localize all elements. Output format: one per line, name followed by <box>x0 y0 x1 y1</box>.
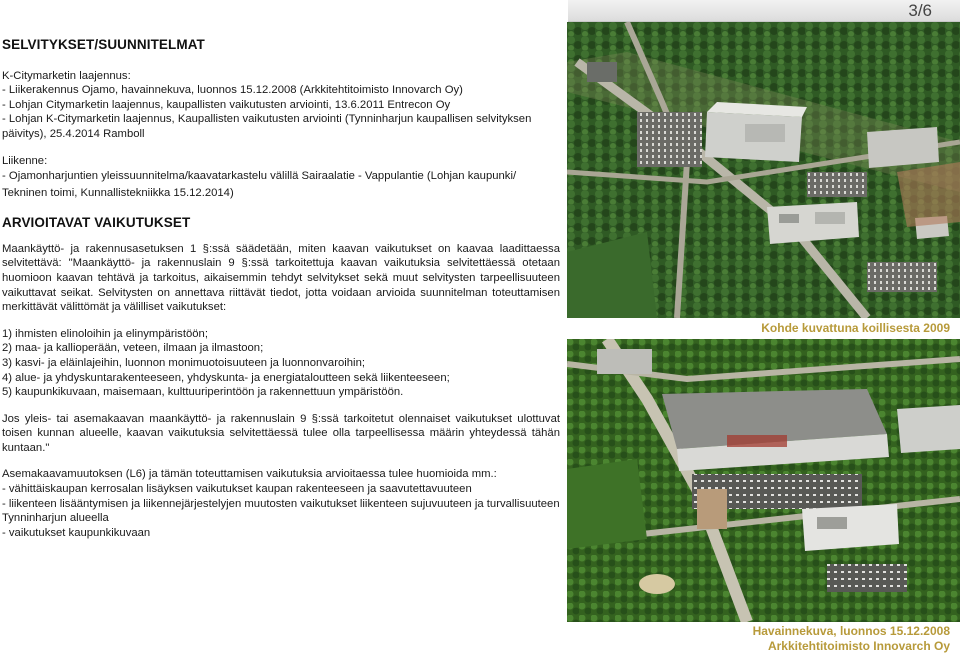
yleis-paragraph: Jos yleis- tai asemakaavan maankäyttö- ja rakennuslain 9 §:ssä tarkoitetut olennaiset vaikutukset ulottuvat toisen kunnan alueelle, kaavan vaikutuksia selvitettäessä tulee olla tarpeellisessa määrin yhteydessä tähän kuntaan." <box>2 412 560 454</box>
arvioitavat-heading: ARVIOITAVAT VAIKUTUKSET <box>2 215 191 231</box>
asemakaava-section <box>2 467 560 540</box>
page-number: 3/6 <box>568 0 960 22</box>
top-photo-caption: Kohde kuvattuna koillisesta 2009 <box>761 321 950 335</box>
effects-list <box>2 327 560 400</box>
kmarket-intro: K-Citymarketin laajennus: <box>2 69 131 82</box>
liikenne-intro: Liikenne: <box>2 154 48 167</box>
kmarket-line: - Liikerakennus Ojamo, havainnekuva, luonnos 15.12.2008 (Arkkitehtitoimisto Innovarch Oy) <box>2 84 463 97</box>
bottom-caption-line2: Arkkitehtitoimisto Innovarch Oy <box>767 638 950 653</box>
list-item: 5) kaupunkikuvaan, maisemaan, kulttuuriperintöön ja rakennettuun ympäristöön. <box>2 386 404 399</box>
list-item: 2) maa- ja kallioperään, veteen, ilmaan ja ilmastoon; <box>2 342 264 355</box>
aerial-photo <box>567 22 960 318</box>
bottom-caption-line1: Havainnekuva, luonnos 15.12.2008 <box>752 624 950 638</box>
intro-paragraph: Maankäyttö- ja rakennusasetuksen 1 §:ssä säädetään, miten kaavan vaikutukset on kaavaa laadittaessa selvitettävä: "Maankäyttö- ja rakennuslain 9 §:ssä tarkoitettuja kaavan vaikutuksia selvitettäessä otetaan huomioon kaavan tehtävä ja tarkoitus, aikaisemmin tehdyt selvitykset sekä muut selvitysten tarpeellisuuteen vaikuttavat seikat. Selvitysten on annettava riittävät tiedot, jotta voidaan arvioida suunnitelman toteuttamisen merkittävät välittömät ja välilliset vaikutukset: <box>2 242 560 314</box>
asemakaava-intro: Asemakaavamuutoksen (L6) ja tämän toteuttamisen vaikutuksia arvioitaessa tulee huomioida mm.: <box>2 468 497 481</box>
liikenne-section <box>2 154 560 203</box>
kmarket-section <box>2 69 560 142</box>
selvitykset-heading: SELVITYKSET/SUUNNITELMAT <box>2 37 205 52</box>
list-item: - liikenteen lisääntymisen ja liikennejärjestelyjen muutosten vaikutukset liikenteen sujuvuuteen ja turvallisuuteen Tynninharjun alueella <box>2 497 560 525</box>
list-item: 3) kasvi- ja eläinlajeihin, luonnon monimuotoisuuteen ja luonnonvaroihin; <box>2 356 365 369</box>
liikenne-line: - Ojamonharjuntien yleissuunnitelma/kaavatarkastelu välillä Sairaalatie - Vappulantie (Lohjan kaupunki/ Tekninen toimi, Kunnallistekniikka 15.12.2014) <box>2 170 517 200</box>
text-column <box>2 38 560 552</box>
bottom-photo-caption <box>753 624 950 653</box>
rendering-graphic <box>567 339 960 622</box>
list-item: 1) ihmisten elinoloihin ja elinympäristöön; <box>2 327 208 340</box>
aerial-photo-graphic <box>567 22 960 318</box>
list-item: 4) alue- ja yhdyskuntarakenteeseen, yhdyskunta- ja energiataloutteen sekä liikenteeseen; <box>2 371 450 384</box>
list-item: - vähittäiskaupan kerrosalan lisäyksen vaikutukset kaupan rakenteeseen ja saavutettavuuteen <box>2 483 472 496</box>
rendering-photo <box>567 339 960 622</box>
list-item: - vaikutukset kaupunkikuvaan <box>2 526 151 539</box>
kmarket-line: - Lohjan Citymarketin laajennus, kaupallisten vaikutusten arviointi, 13.6.2011 Entrecon Oy <box>2 98 451 111</box>
kmarket-line: - Lohjan K-Citymarketin laajennus, Kaupallisten vaikutusten arviointi (Tynninharjun kaupallisen selvityksen päivitys), 25.4.2014 Ramboll <box>2 113 532 140</box>
